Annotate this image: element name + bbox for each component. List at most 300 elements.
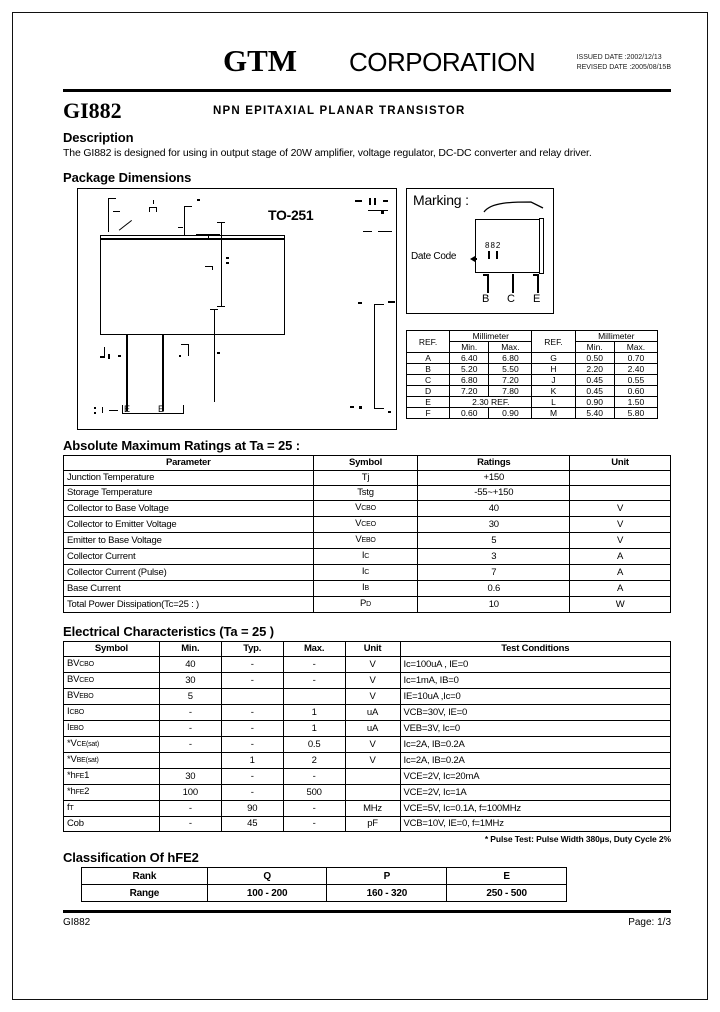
dim-dot-bottom-1 [94, 407, 96, 409]
dim-tick-b3 [149, 207, 150, 212]
table-row [64, 486, 671, 501]
absolute-max-heading: Absolute Maximum Ratings at Ta = 25 : [63, 438, 300, 453]
column-header: Ratings [418, 456, 570, 471]
table-row [64, 753, 671, 769]
table-cell: 0.45 [575, 375, 614, 386]
test-conditions-cell: VEB=3V, Ic=0 [400, 721, 671, 737]
table-cell: A [407, 353, 450, 364]
symbol-cell: *VCE(sat) [64, 737, 160, 753]
marking-package-tab [539, 218, 544, 274]
elec-tbody [64, 657, 671, 832]
description-text: The GI882 is designed for using in output stage of 20W amplifier, voltage regulator, DC-DC converter and relay driver. [63, 147, 592, 159]
typ-cell: 90 [221, 801, 283, 817]
sideview-vert-line [374, 304, 375, 409]
table-row [64, 657, 671, 673]
table-row [64, 801, 671, 817]
dim-line-bottom-e1 [122, 413, 184, 414]
marking-code-text: 882 [485, 241, 502, 250]
parameter-cell: Base Current [64, 581, 314, 597]
dim-tick-bottom-4 [183, 405, 184, 414]
min-cell: - [159, 705, 221, 721]
dim-line-lower-vert [214, 309, 215, 402]
pin-label-b: B [482, 293, 490, 305]
symbol-cell: BVCEO [64, 673, 160, 689]
typ-cell: 45 [221, 817, 283, 832]
table-cell: 0.60 [614, 386, 657, 397]
classification-rank-cell: P [327, 868, 447, 885]
max-cell [283, 689, 345, 705]
dim-tick-a-top [108, 198, 116, 199]
table-row [64, 817, 671, 832]
table-cell: 7.20 [450, 386, 489, 397]
table-cell: 0.55 [614, 375, 657, 386]
dim-tick-mid-1 [104, 347, 105, 356]
classification-rank-row [82, 868, 567, 885]
absolute-max-ratings-table [63, 455, 671, 613]
table-row [407, 364, 658, 375]
company-logo-text: GTM [223, 43, 298, 78]
max-cell: 1 [283, 721, 345, 737]
dim-tick-mid-5 [179, 355, 181, 357]
table-row [407, 397, 658, 408]
dim-tick-b4 [156, 207, 157, 212]
classification-range-label: Range [82, 885, 208, 902]
typ-cell [221, 689, 283, 705]
symbol-cell: IC [313, 565, 418, 581]
unit-cell [345, 785, 400, 801]
dim-tick-c2 [184, 206, 192, 207]
part-subtitle: NPN EPITAXIAL PLANAR TRANSISTOR [213, 105, 466, 117]
sideview-line-1 [368, 210, 388, 211]
test-conditions-cell: Ic=2A, IB=0.2A [400, 753, 671, 769]
unit-cell: MHz [345, 801, 400, 817]
sideview-tick-3 [374, 198, 376, 205]
min-cell: - [159, 721, 221, 737]
max-cell: 1 [283, 705, 345, 721]
dim-header-unit-left: Millimeter [450, 331, 532, 342]
table-row [64, 705, 671, 721]
pulse-test-note: * Pulse Test: Pulse Width 380µs, Duty Cycle 2% [484, 834, 671, 844]
unit-cell: uA [345, 721, 400, 737]
dim-header-max-right: Max. [614, 342, 657, 353]
table-cell: 0.50 [575, 353, 614, 364]
typ-cell: - [221, 737, 283, 753]
table-header-row [64, 642, 671, 657]
unit-cell: V [345, 673, 400, 689]
description-heading: Description [63, 130, 134, 145]
dim-label-right-b [226, 262, 229, 264]
sideview-tick-9 [388, 411, 391, 413]
parameter-cell: Collector Current (Pulse) [64, 565, 314, 581]
sideview-tick-7 [350, 406, 354, 408]
unit-cell: A [570, 565, 671, 581]
marking-pin-e-lead [537, 274, 539, 293]
column-header: Parameter [64, 456, 314, 471]
symbol-cell: IC [313, 549, 418, 565]
package-dimensions-area [63, 188, 671, 434]
test-conditions-cell: Ic=1mA, IB=0 [400, 673, 671, 689]
parameter-cell: Emitter to Base Voltage [64, 533, 314, 549]
parameter-cell: Collector Current [64, 549, 314, 565]
max-cell: - [283, 817, 345, 832]
marking-pin-b-top [483, 274, 488, 276]
dim-label-e1: E [124, 404, 131, 414]
max-cell: 0.5 [283, 737, 345, 753]
dim-header-ref-right: REF. [532, 331, 575, 353]
pin-label-c: C [507, 293, 515, 305]
dim-arrow-right-bot [217, 306, 225, 307]
sideview-vert-bot [374, 408, 384, 409]
dim-dot-bottom-2 [94, 412, 96, 414]
table-cell: F [407, 408, 450, 419]
ratings-cell: 40 [418, 501, 570, 517]
part-title-row [63, 92, 671, 126]
classification-heading: Classification Of hFE2 [63, 850, 199, 865]
column-header: Unit [345, 642, 400, 657]
ratings-cell: 3 [418, 549, 570, 565]
table-cell: L [532, 397, 575, 408]
unit-cell: V [570, 501, 671, 517]
max-cell: 2 [283, 753, 345, 769]
dim-tick-b1 [153, 200, 154, 204]
symbol-cell: *hFE1 [64, 769, 160, 785]
dim-line-right-vert [221, 222, 222, 307]
table-cell: M [532, 408, 575, 419]
lead-1 [126, 335, 128, 353]
column-header: Test Conditions [400, 642, 671, 657]
table-cell: 5.50 [489, 364, 532, 375]
table-cell: 5.40 [575, 408, 614, 419]
typ-cell: - [221, 785, 283, 801]
dim-tick-mid-4 [118, 355, 121, 357]
parameter-cell: Total Power Dissipation(Tc=25 : ) [64, 597, 314, 613]
table-cell: J [532, 375, 575, 386]
test-conditions-cell: Ic=2A, IB=0.2A [400, 737, 671, 753]
test-conditions-cell: Ic=100uA , IE=0 [400, 657, 671, 673]
dim-tick-mid-7 [181, 344, 189, 345]
date-code-label: Date Code [411, 251, 457, 262]
sideview-tick-4 [383, 200, 388, 202]
sideview-line-3 [378, 231, 392, 232]
classification-range-cell: 250 - 500 [447, 885, 567, 902]
max-cell: 500 [283, 785, 345, 801]
table-row [407, 375, 658, 386]
page-footer [63, 913, 671, 933]
dim-line-c-vert [184, 206, 185, 236]
electrical-characteristics-table [63, 641, 671, 832]
pin-label-e: E [533, 293, 541, 305]
table-row [64, 533, 671, 549]
classification-range-row [82, 885, 567, 902]
symbol-cell: ICBO [64, 705, 160, 721]
table-cell: 2.40 [614, 364, 657, 375]
revised-date: REVISED DATE :2005/08/15B [576, 64, 671, 71]
classification-range-cell: 100 - 200 [207, 885, 327, 902]
table-row [64, 549, 671, 565]
dim-header-max-left: Max. [489, 342, 532, 353]
classification-rank-cell: Q [207, 868, 327, 885]
sideview-tick-2 [369, 198, 371, 205]
symbol-cell: Cob [64, 817, 160, 832]
column-header: Min. [159, 642, 221, 657]
dim-tick-c1 [197, 199, 200, 201]
table-cell: H [532, 364, 575, 375]
table-cell: 5.20 [450, 364, 489, 375]
symbol-cell: *VBE(sat) [64, 753, 160, 769]
dim-tick-mid-2 [100, 356, 105, 358]
table-row [64, 689, 671, 705]
unit-cell [570, 486, 671, 501]
dim-tick-right-mid2 [212, 266, 213, 270]
sideview-line-2 [363, 231, 372, 232]
package-outline-drawing [77, 188, 397, 430]
sideview-tick-8 [359, 406, 362, 409]
typ-cell: - [221, 673, 283, 689]
unit-cell: V [570, 533, 671, 549]
symbol-cell: IEBO [64, 721, 160, 737]
leader-line-diag [112, 211, 132, 230]
unit-cell: uA [345, 705, 400, 721]
unit-cell: W [570, 597, 671, 613]
marking-pin-e-top [533, 274, 538, 276]
typ-cell: - [221, 769, 283, 785]
table-cell: 6.40 [450, 353, 489, 364]
table-cell: 0.60 [450, 408, 489, 419]
dim-label-right-a [226, 257, 229, 259]
ratings-cell: -55~+150 [418, 486, 570, 501]
table-row [64, 565, 671, 581]
test-conditions-cell: IE=10uA ,Ic=0 [400, 689, 671, 705]
dim-arrow-lower-top [210, 309, 218, 310]
unit-cell: V [345, 753, 400, 769]
dim-table-header-row-1 [407, 331, 658, 342]
column-header: Symbol [64, 642, 160, 657]
typ-cell: - [221, 657, 283, 673]
parameter-cell: Storage Temperature [64, 486, 314, 501]
table-row [64, 597, 671, 613]
test-conditions-cell: VCE=2V, Ic=20mA [400, 769, 671, 785]
issued-date: ISSUED DATE :2002/12/13 [576, 54, 662, 61]
column-header: Unit [570, 456, 671, 471]
symbol-cell: BVCBO [64, 657, 160, 673]
symbol-cell: *hFE2 [64, 785, 160, 801]
ratings-cell: 10 [418, 597, 570, 613]
dim-arrow-right-top [217, 222, 225, 223]
table-cell: 0.70 [614, 353, 657, 364]
parameter-cell: Junction Temperature [64, 471, 314, 486]
package-body-outline [100, 239, 285, 335]
table-cell: 7.80 [489, 386, 532, 397]
min-cell: - [159, 817, 221, 832]
dim-tick-c3 [178, 227, 183, 228]
marking-pin-c-lead [512, 274, 514, 293]
dim-tick-mid-3 [108, 354, 110, 359]
column-header: Typ. [221, 642, 283, 657]
table-row [407, 386, 658, 397]
test-conditions-cell: VCB=10V, IE=0, f=1MHz [400, 817, 671, 832]
symbol-cell: Tj [313, 471, 418, 486]
table-row [64, 721, 671, 737]
symbol-cell: VCEO [313, 517, 418, 533]
dim-line-a-left [108, 198, 109, 232]
table-row [64, 581, 671, 597]
dim-tick-bottom-1 [102, 407, 103, 413]
sideview-tick-1 [355, 200, 362, 202]
min-cell: 5 [159, 689, 221, 705]
unit-cell: A [570, 581, 671, 597]
marking-datecode-tick-1 [488, 251, 490, 259]
lead-2 [162, 335, 164, 353]
table-cell: K [532, 386, 575, 397]
symbol-cell: Tstg [313, 486, 418, 501]
package-body-top-edge [100, 235, 285, 239]
ratings-cell: 30 [418, 517, 570, 533]
symbol-cell: VEBO [313, 533, 418, 549]
table-cell: G [532, 353, 575, 364]
min-cell [159, 753, 221, 769]
ratings-cell: 7 [418, 565, 570, 581]
ratings-cell: 5 [418, 533, 570, 549]
sideview-vert-top [374, 304, 384, 305]
table-row [407, 353, 658, 364]
marking-diagram [406, 188, 554, 314]
dim-header-min-left: Min. [450, 342, 489, 353]
elec-thead [64, 642, 671, 657]
table-row [64, 517, 671, 533]
min-cell: 30 [159, 673, 221, 689]
electrical-characteristics-heading: Electrical Characteristics (Ta = 25 ) [63, 624, 275, 639]
absolute-max-tbody [64, 471, 671, 613]
package-dimensions-heading: Package Dimensions [63, 170, 192, 185]
table-row [64, 471, 671, 486]
min-cell: 30 [159, 769, 221, 785]
lead-1-lower [126, 353, 128, 411]
symbol-cell: VCBO [313, 501, 418, 517]
unit-cell: V [345, 689, 400, 705]
table-row [64, 737, 671, 753]
table-cell: 6.80 [489, 353, 532, 364]
marking-leader-curve [483, 201, 545, 215]
table-cell: 5.80 [614, 408, 657, 419]
unit-cell [345, 769, 400, 785]
date-code-arrow-stem [475, 258, 477, 260]
max-cell: - [283, 673, 345, 689]
parameter-cell: Collector to Base Voltage [64, 501, 314, 517]
dim-label-e2: E [158, 404, 165, 414]
min-cell: 100 [159, 785, 221, 801]
ratings-cell: +150 [418, 471, 570, 486]
unit-cell: pF [345, 817, 400, 832]
dim-tick-bottom-2 [109, 410, 118, 411]
unit-cell: V [345, 737, 400, 753]
classification-range-cell: 160 - 320 [327, 885, 447, 902]
dim-header-min-right: Min. [575, 342, 614, 353]
table-row [64, 769, 671, 785]
sideview-tick-6 [388, 301, 395, 303]
package-type-label: TO-251 [268, 207, 314, 223]
ratings-cell: 0.6 [418, 581, 570, 597]
symbol-cell: BVEBO [64, 689, 160, 705]
table-cell: 0.90 [575, 397, 614, 408]
symbol-cell: IB [313, 581, 418, 597]
classification-rank-cell: E [447, 868, 567, 885]
dim-header-unit-right: Millimeter [575, 331, 657, 342]
marking-heading: Marking : [413, 192, 469, 208]
max-cell: - [283, 769, 345, 785]
min-cell: 40 [159, 657, 221, 673]
table-header-row [64, 456, 671, 471]
table-cell: 6.80 [450, 375, 489, 386]
dim-tick-mid-6 [188, 344, 189, 356]
column-header: Max. [283, 642, 345, 657]
min-cell: - [159, 801, 221, 817]
table-cell: B [407, 364, 450, 375]
dim-tick-a-mid [113, 211, 120, 212]
footer-page-number: Page: 1/3 [628, 917, 671, 928]
typ-cell: 1 [221, 753, 283, 769]
min-cell: - [159, 737, 221, 753]
sideview-tick-5 [358, 302, 362, 304]
test-conditions-cell: VCE=5V, Ic=0.1A, f=100MHz [400, 801, 671, 817]
classification-table-wrap [63, 867, 671, 902]
table-cell: 7.20 [489, 375, 532, 386]
table-row [64, 673, 671, 689]
dim-extension-top-tick [208, 234, 209, 239]
dim-label-lower [217, 352, 220, 354]
absolute-max-thead [64, 456, 671, 471]
dim-header-ref-left: REF. [407, 331, 450, 353]
unit-cell [570, 471, 671, 486]
table-cell: 1.50 [614, 397, 657, 408]
dim-table-body [407, 353, 658, 419]
max-cell: - [283, 657, 345, 673]
table-cell: D [407, 386, 450, 397]
max-cell: - [283, 801, 345, 817]
page-title: GI882 [63, 98, 122, 123]
footer-part-number: GI882 [63, 917, 91, 928]
symbol-cell: PD [313, 597, 418, 613]
table-cell: 0.45 [575, 386, 614, 397]
column-header: Symbol [313, 456, 418, 471]
test-conditions-cell: VCB=30V, IE=0 [400, 705, 671, 721]
lead-2-lower [162, 353, 164, 411]
unit-cell: V [570, 517, 671, 533]
page-header [63, 41, 671, 89]
table-row [407, 408, 658, 419]
table-cell: C [407, 375, 450, 386]
page-content [63, 41, 671, 981]
test-conditions-cell: VCE=2V, Ic=1A [400, 785, 671, 801]
company-corporation-text: CORPORATION [349, 47, 536, 77]
symbol-cell: fT [64, 801, 160, 817]
dimension-reference-table [406, 330, 658, 419]
table-row [64, 785, 671, 801]
page-border [12, 12, 708, 1000]
classification-table [81, 867, 567, 902]
unit-cell: V [345, 657, 400, 673]
sideview-dot-1 [381, 211, 384, 214]
unit-cell: A [570, 549, 671, 565]
table-cell: 0.90 [489, 408, 532, 419]
parameter-cell: Collector to Emitter Voltage [64, 517, 314, 533]
marking-pin-b-lead [487, 274, 489, 293]
typ-cell: - [221, 705, 283, 721]
marking-datecode-tick-2 [496, 251, 498, 259]
table-cell: 2.20 [575, 364, 614, 375]
classification-rank-label: Rank [82, 868, 208, 885]
table-cell: 2.30 REF. [450, 397, 532, 408]
typ-cell: - [221, 721, 283, 737]
